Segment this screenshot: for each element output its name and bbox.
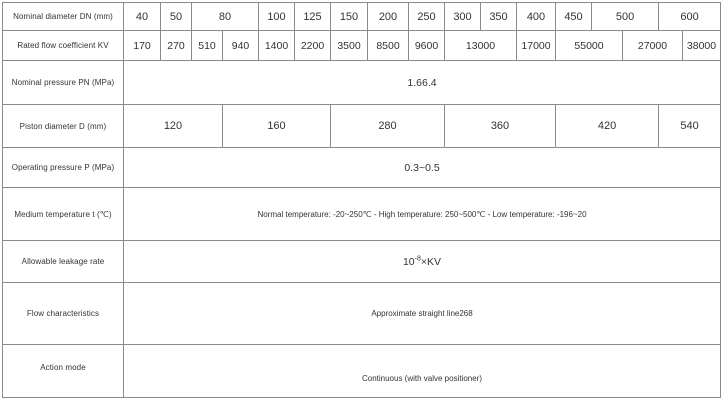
table-cell: 9600 <box>409 31 445 61</box>
table-cell: 80 <box>192 3 259 31</box>
table-cell: 940 <box>223 31 259 61</box>
table-cell: 170 <box>124 31 161 61</box>
table-cell: 280 <box>331 105 445 148</box>
row-label: Piston diameter D (mm) <box>3 105 124 148</box>
table-cell: Normal temperature: -20~250℃ - High temperature: 250~500℃ - Low temperature: -196~20 <box>124 188 721 241</box>
row-label: Flow characteristics <box>3 283 124 345</box>
table-cell: 600 <box>659 3 721 31</box>
table-cell: 350 <box>481 3 517 31</box>
table-cell <box>124 241 721 283</box>
table-cell: 3500 <box>331 31 368 61</box>
table-row-medium-temperature <box>3 188 721 241</box>
row-label: Rated flow coefficient KV <box>3 31 124 61</box>
table-cell: 1400 <box>259 31 295 61</box>
table-cell: 200 <box>368 3 409 31</box>
table-row-flow-characteristics <box>3 283 721 345</box>
table-cell: 13000 <box>445 31 517 61</box>
table-cell: 50 <box>161 3 192 31</box>
table-cell: 125 <box>295 3 331 31</box>
table-cell: 0.3~0.5 <box>124 148 721 188</box>
row-label: Nominal pressure PN (MPa) <box>3 61 124 105</box>
table-row-nominal-diameter <box>3 3 721 31</box>
table-cell: 40 <box>124 3 161 31</box>
table-cell: 120 <box>124 105 223 148</box>
table-cell: 150 <box>331 3 368 31</box>
row-label: Nominal diameter DN (mm) <box>3 3 124 31</box>
table-cell: 540 <box>659 105 721 148</box>
leakage-exponent: -8 <box>414 255 421 262</box>
table-cell: 500 <box>592 3 659 31</box>
row-label: Medium temperature t (℃) <box>3 188 124 241</box>
row-label: Operating pressure P (MPa) <box>3 148 124 188</box>
specification-table-container <box>2 2 717 398</box>
table-cell: 17000 <box>517 31 556 61</box>
table-row-flow-coefficient <box>3 31 721 61</box>
table-cell: 38000 <box>683 31 721 61</box>
table-cell: 100 <box>259 3 295 31</box>
table-cell: 510 <box>192 31 223 61</box>
table-cell: 270 <box>161 31 192 61</box>
row-label: Allowable leakage rate <box>3 241 124 283</box>
table-cell: 2200 <box>295 31 331 61</box>
table-row-piston-diameter <box>3 105 721 148</box>
table-cell: 360 <box>445 105 556 148</box>
table-cell: 1.66.4 <box>124 61 721 105</box>
table-cell: 160 <box>223 105 331 148</box>
table-cell: 450 <box>556 3 592 31</box>
table-row-leakage-rate <box>3 241 721 283</box>
table-cell: 55000 <box>556 31 623 61</box>
table-cell: 250 <box>409 3 445 31</box>
table-cell: 27000 <box>623 31 683 61</box>
leakage-base: 10 <box>402 255 415 268</box>
table-cell: 300 <box>445 3 481 31</box>
table-row-nominal-pressure <box>3 61 721 105</box>
specification-table <box>2 2 721 398</box>
table-row-operating-pressure <box>3 148 721 188</box>
leakage-suffix: ×KV <box>420 255 442 268</box>
table-cell: Approximate straight line268 <box>124 283 721 345</box>
table-cell: 400 <box>517 3 556 31</box>
table-cell: 8500 <box>368 31 409 61</box>
table-row-action-mode <box>3 345 721 398</box>
table-cell: Continuous (with valve positioner) <box>124 345 721 398</box>
row-label: Action mode <box>3 345 124 398</box>
table-cell: 420 <box>556 105 659 148</box>
